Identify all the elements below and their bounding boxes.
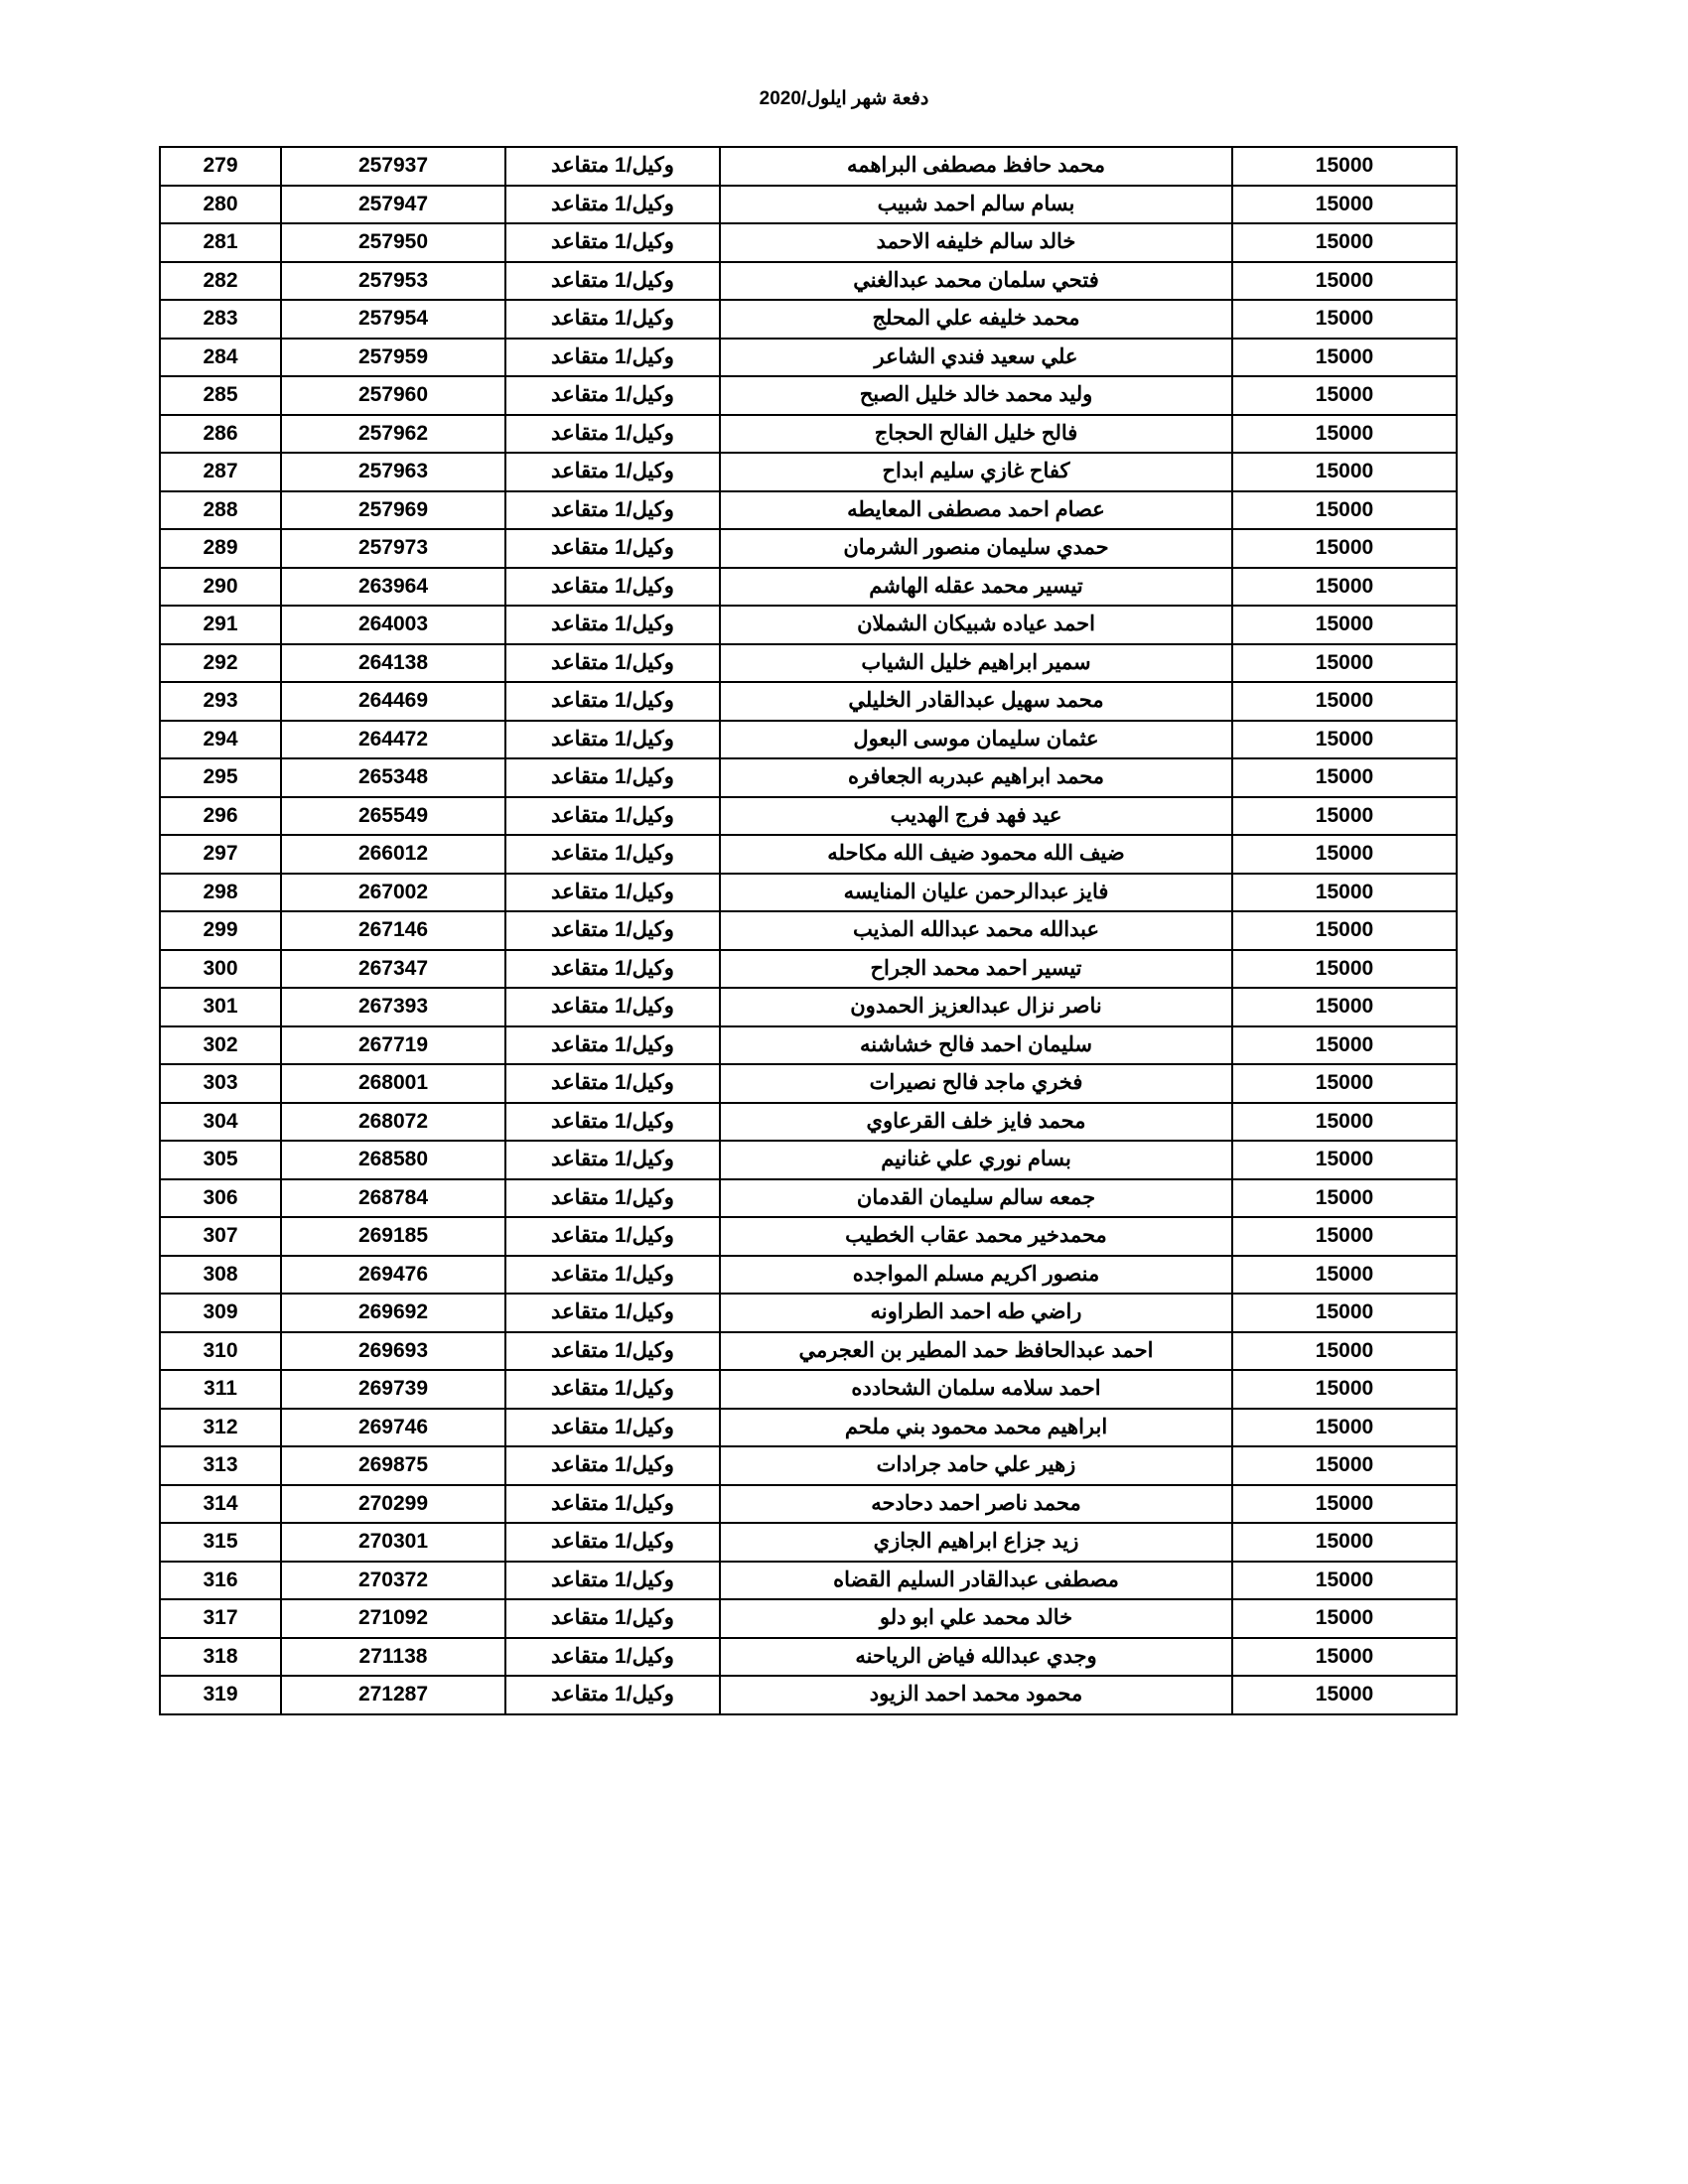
cell-amount: 15000 [1232,529,1457,568]
table-row [160,376,1457,415]
cell-amount: 15000 [1232,911,1457,950]
cell-name: محمد حافظ مصطفى البراهمه [720,147,1232,186]
cell-name: محمدخير محمد عقاب الخطيب [720,1217,1232,1256]
cell-seq: 309 [160,1294,281,1332]
cell-rank: وكيل/1 متقاعد [505,988,720,1026]
cell-seq: 288 [160,491,281,530]
table-row [160,1562,1457,1600]
cell-amount: 15000 [1232,874,1457,912]
cell-rank: وكيل/1 متقاعد [505,874,720,912]
cell-name: عصام احمد مصطفى المعايطه [720,491,1232,530]
cell-id: 266012 [281,835,505,874]
cell-seq: 283 [160,300,281,339]
cell-name: سليمان احمد فالح خشاشنه [720,1026,1232,1065]
table-row [160,415,1457,454]
cell-seq: 289 [160,529,281,568]
cell-id: 270372 [281,1562,505,1600]
cell-id: 264003 [281,606,505,644]
cell-id: 257937 [281,147,505,186]
table-row [160,911,1457,950]
cell-seq: 314 [160,1485,281,1524]
table-row [160,529,1457,568]
cell-rank: وكيل/1 متقاعد [505,453,720,491]
cell-seq: 319 [160,1676,281,1714]
cell-id: 269185 [281,1217,505,1256]
cell-id: 269875 [281,1446,505,1485]
cell-rank: وكيل/1 متقاعد [505,606,720,644]
table-row [160,300,1457,339]
cell-name: خالد محمد علي ابو دلو [720,1599,1232,1638]
cell-rank: وكيل/1 متقاعد [505,568,720,607]
cell-seq: 305 [160,1141,281,1179]
table-row [160,262,1457,301]
cell-name: محمد ابراهيم عبدربه الجعافره [720,758,1232,797]
cell-rank: وكيل/1 متقاعد [505,1294,720,1332]
cell-rank: وكيل/1 متقاعد [505,797,720,836]
payments-table-body [160,147,1457,1714]
cell-seq: 291 [160,606,281,644]
cell-seq: 318 [160,1638,281,1677]
table-row [160,491,1457,530]
cell-seq: 295 [160,758,281,797]
cell-id: 257960 [281,376,505,415]
cell-amount: 15000 [1232,415,1457,454]
cell-seq: 281 [160,223,281,262]
cell-name: وليد محمد خالد خليل الصبح [720,376,1232,415]
cell-seq: 296 [160,797,281,836]
cell-rank: وكيل/1 متقاعد [505,262,720,301]
cell-amount: 15000 [1232,223,1457,262]
cell-rank: وكيل/1 متقاعد [505,1523,720,1562]
cell-seq: 285 [160,376,281,415]
cell-id: 268580 [281,1141,505,1179]
cell-seq: 313 [160,1446,281,1485]
table-row [160,988,1457,1026]
cell-name: فالح خليل الفالح الحجاج [720,415,1232,454]
cell-seq: 290 [160,568,281,607]
cell-name: عبدالله محمد عبدالله المذيب [720,911,1232,950]
table-row [160,1026,1457,1065]
cell-seq: 301 [160,988,281,1026]
cell-rank: وكيل/1 متقاعد [505,529,720,568]
cell-id: 257962 [281,415,505,454]
cell-seq: 307 [160,1217,281,1256]
cell-name: بسام سالم احمد شبيب [720,186,1232,224]
cell-seq: 306 [160,1179,281,1218]
cell-id: 269476 [281,1256,505,1295]
cell-amount: 15000 [1232,606,1457,644]
table-row [160,147,1457,186]
table-row [160,1217,1457,1256]
cell-amount: 15000 [1232,1446,1457,1485]
cell-seq: 294 [160,721,281,759]
cell-name: ضيف الله محمود ضيف الله مكاحله [720,835,1232,874]
cell-name: عيد فهد فرج الهديب [720,797,1232,836]
cell-amount: 15000 [1232,339,1457,377]
cell-amount: 15000 [1232,1523,1457,1562]
cell-amount: 15000 [1232,1217,1457,1256]
cell-amount: 15000 [1232,186,1457,224]
cell-id: 269693 [281,1332,505,1371]
cell-seq: 312 [160,1409,281,1447]
payments-table-container [203,146,1458,1715]
cell-seq: 311 [160,1370,281,1409]
cell-seq: 317 [160,1599,281,1638]
cell-id: 257950 [281,223,505,262]
cell-seq: 302 [160,1026,281,1065]
cell-rank: وكيل/1 متقاعد [505,1332,720,1371]
table-row [160,1064,1457,1103]
cell-id: 271092 [281,1599,505,1638]
cell-name: وجدي عبدالله فياض الرياحنه [720,1638,1232,1677]
cell-name: كفاح غازي سليم ابداح [720,453,1232,491]
table-row [160,1599,1457,1638]
table-row [160,186,1457,224]
cell-rank: وكيل/1 متقاعد [505,1179,720,1218]
cell-id: 269692 [281,1294,505,1332]
cell-seq: 282 [160,262,281,301]
table-row [160,1256,1457,1295]
table-row [160,950,1457,989]
cell-rank: وكيل/1 متقاعد [505,491,720,530]
table-row [160,223,1457,262]
cell-id: 264472 [281,721,505,759]
cell-id: 269739 [281,1370,505,1409]
cell-name: محمود محمد احمد الزيود [720,1676,1232,1714]
cell-name: جمعه سالم سليمان القدمان [720,1179,1232,1218]
cell-name: محمد ناصر احمد دحادحه [720,1485,1232,1524]
table-row [160,1638,1457,1677]
cell-name: ناصر نزال عبدالعزيز الحمدون [720,988,1232,1026]
cell-seq: 292 [160,644,281,683]
cell-name: زهير علي حامد جرادات [720,1446,1232,1485]
cell-rank: وكيل/1 متقاعد [505,1485,720,1524]
cell-name: سمير ابراهيم خليل الشياب [720,644,1232,683]
cell-seq: 286 [160,415,281,454]
table-row [160,568,1457,607]
cell-name: بسام نوري علي غنانيم [720,1141,1232,1179]
cell-amount: 15000 [1232,147,1457,186]
cell-amount: 15000 [1232,721,1457,759]
cell-id: 257959 [281,339,505,377]
cell-seq: 308 [160,1256,281,1295]
cell-name: فايز عبدالرحمن عليان المنايسه [720,874,1232,912]
cell-amount: 15000 [1232,1103,1457,1142]
cell-amount: 15000 [1232,1676,1457,1714]
cell-name: فتحي سلمان محمد عبدالغني [720,262,1232,301]
cell-seq: 300 [160,950,281,989]
cell-amount: 15000 [1232,950,1457,989]
cell-amount: 15000 [1232,682,1457,721]
cell-name: احمد عياده شبيكان الشملان [720,606,1232,644]
cell-name: خالد سالم خليفه الاحمد [720,223,1232,262]
cell-amount: 15000 [1232,568,1457,607]
cell-amount: 15000 [1232,1064,1457,1103]
cell-id: 267347 [281,950,505,989]
cell-amount: 15000 [1232,988,1457,1026]
cell-seq: 284 [160,339,281,377]
table-row [160,1294,1457,1332]
cell-name: فخري ماجد فالح نصيرات [720,1064,1232,1103]
cell-seq: 287 [160,453,281,491]
table-row [160,1409,1457,1447]
cell-id: 267393 [281,988,505,1026]
cell-id: 263964 [281,568,505,607]
cell-amount: 15000 [1232,835,1457,874]
cell-amount: 15000 [1232,1638,1457,1677]
cell-amount: 15000 [1232,491,1457,530]
cell-rank: وكيل/1 متقاعد [505,339,720,377]
cell-id: 264138 [281,644,505,683]
cell-rank: وكيل/1 متقاعد [505,911,720,950]
cell-name: راضي طه احمد الطراونه [720,1294,1232,1332]
cell-amount: 15000 [1232,262,1457,301]
cell-rank: وكيل/1 متقاعد [505,1562,720,1600]
cell-id: 257947 [281,186,505,224]
cell-id: 265348 [281,758,505,797]
cell-amount: 15000 [1232,644,1457,683]
cell-id: 269746 [281,1409,505,1447]
cell-amount: 15000 [1232,1179,1457,1218]
table-row [160,682,1457,721]
cell-name: محمد فايز خلف القرعاوي [720,1103,1232,1142]
cell-amount: 15000 [1232,1599,1457,1638]
table-row [160,644,1457,683]
table-row [160,606,1457,644]
cell-amount: 15000 [1232,1256,1457,1295]
payments-table [159,146,1458,1715]
cell-amount: 15000 [1232,758,1457,797]
cell-amount: 15000 [1232,797,1457,836]
cell-rank: وكيل/1 متقاعد [505,1256,720,1295]
table-row [160,1485,1457,1524]
cell-name: محمد سهيل عبدالقادر الخليلي [720,682,1232,721]
table-row [160,1179,1457,1218]
cell-seq: 280 [160,186,281,224]
cell-name: تيسير محمد عقله الهاشم [720,568,1232,607]
table-row [160,1370,1457,1409]
cell-seq: 293 [160,682,281,721]
cell-amount: 15000 [1232,1485,1457,1524]
cell-amount: 15000 [1232,1026,1457,1065]
cell-rank: وكيل/1 متقاعد [505,300,720,339]
cell-id: 264469 [281,682,505,721]
cell-rank: وكيل/1 متقاعد [505,1446,720,1485]
cell-seq: 303 [160,1064,281,1103]
table-row [160,453,1457,491]
cell-id: 257973 [281,529,505,568]
cell-id: 271138 [281,1638,505,1677]
cell-id: 268072 [281,1103,505,1142]
cell-amount: 15000 [1232,1294,1457,1332]
cell-name: ابراهيم محمد محمود بني ملحم [720,1409,1232,1447]
cell-id: 267146 [281,911,505,950]
table-row [160,874,1457,912]
page-title: دفعة شهر ايلول/2020 [759,88,929,109]
table-row [160,758,1457,797]
cell-id: 271287 [281,1676,505,1714]
cell-name: تيسير احمد محمد الجراح [720,950,1232,989]
cell-rank: وكيل/1 متقاعد [505,1064,720,1103]
cell-rank: وكيل/1 متقاعد [505,415,720,454]
cell-rank: وكيل/1 متقاعد [505,950,720,989]
cell-rank: وكيل/1 متقاعد [505,835,720,874]
cell-rank: وكيل/1 متقاعد [505,147,720,186]
cell-rank: وكيل/1 متقاعد [505,1217,720,1256]
cell-rank: وكيل/1 متقاعد [505,1409,720,1447]
cell-rank: وكيل/1 متقاعد [505,223,720,262]
cell-amount: 15000 [1232,300,1457,339]
cell-id: 268784 [281,1179,505,1218]
cell-rank: وكيل/1 متقاعد [505,758,720,797]
cell-seq: 297 [160,835,281,874]
cell-name: مصطفى عبدالقادر السليم القضاه [720,1562,1232,1600]
cell-seq: 299 [160,911,281,950]
table-row [160,835,1457,874]
cell-rank: وكيل/1 متقاعد [505,721,720,759]
cell-amount: 15000 [1232,1141,1457,1179]
cell-rank: وكيل/1 متقاعد [505,1676,720,1714]
cell-rank: وكيل/1 متقاعد [505,1103,720,1142]
cell-seq: 304 [160,1103,281,1142]
cell-name: حمدي سليمان منصور الشرمان [720,529,1232,568]
table-row [160,1446,1457,1485]
cell-id: 268001 [281,1064,505,1103]
cell-rank: وكيل/1 متقاعد [505,682,720,721]
cell-id: 267002 [281,874,505,912]
table-row [160,1523,1457,1562]
cell-rank: وكيل/1 متقاعد [505,1599,720,1638]
cell-id: 257963 [281,453,505,491]
cell-amount: 15000 [1232,376,1457,415]
cell-amount: 15000 [1232,1409,1457,1447]
table-row [160,1676,1457,1714]
cell-amount: 15000 [1232,453,1457,491]
cell-id: 270299 [281,1485,505,1524]
cell-id: 270301 [281,1523,505,1562]
table-row [160,1332,1457,1371]
table-row [160,721,1457,759]
cell-amount: 15000 [1232,1332,1457,1371]
cell-amount: 15000 [1232,1370,1457,1409]
cell-rank: وكيل/1 متقاعد [505,186,720,224]
cell-name: محمد خليفه علي المحلج [720,300,1232,339]
cell-rank: وكيل/1 متقاعد [505,1638,720,1677]
cell-name: زيد جزاع ابراهيم الجازي [720,1523,1232,1562]
cell-name: احمد سلامه سلمان الشحادده [720,1370,1232,1409]
cell-rank: وكيل/1 متقاعد [505,376,720,415]
cell-rank: وكيل/1 متقاعد [505,1026,720,1065]
cell-name: احمد عبدالحافظ حمد المطير بن العجرمي [720,1332,1232,1371]
cell-seq: 298 [160,874,281,912]
table-row [160,1103,1457,1142]
cell-id: 265549 [281,797,505,836]
cell-id: 257954 [281,300,505,339]
cell-name: منصور اكريم مسلم المواجده [720,1256,1232,1295]
cell-id: 267719 [281,1026,505,1065]
cell-name: علي سعيد فندي الشاعر [720,339,1232,377]
cell-seq: 315 [160,1523,281,1562]
cell-amount: 15000 [1232,1562,1457,1600]
cell-rank: وكيل/1 متقاعد [505,644,720,683]
cell-seq: 279 [160,147,281,186]
table-row [160,797,1457,836]
table-row [160,1141,1457,1179]
table-row [160,339,1457,377]
cell-name: عثمان سليمان موسى البعول [720,721,1232,759]
cell-seq: 316 [160,1562,281,1600]
cell-rank: وكيل/1 متقاعد [505,1141,720,1179]
cell-seq: 310 [160,1332,281,1371]
cell-id: 257953 [281,262,505,301]
cell-id: 257969 [281,491,505,530]
cell-rank: وكيل/1 متقاعد [505,1370,720,1409]
